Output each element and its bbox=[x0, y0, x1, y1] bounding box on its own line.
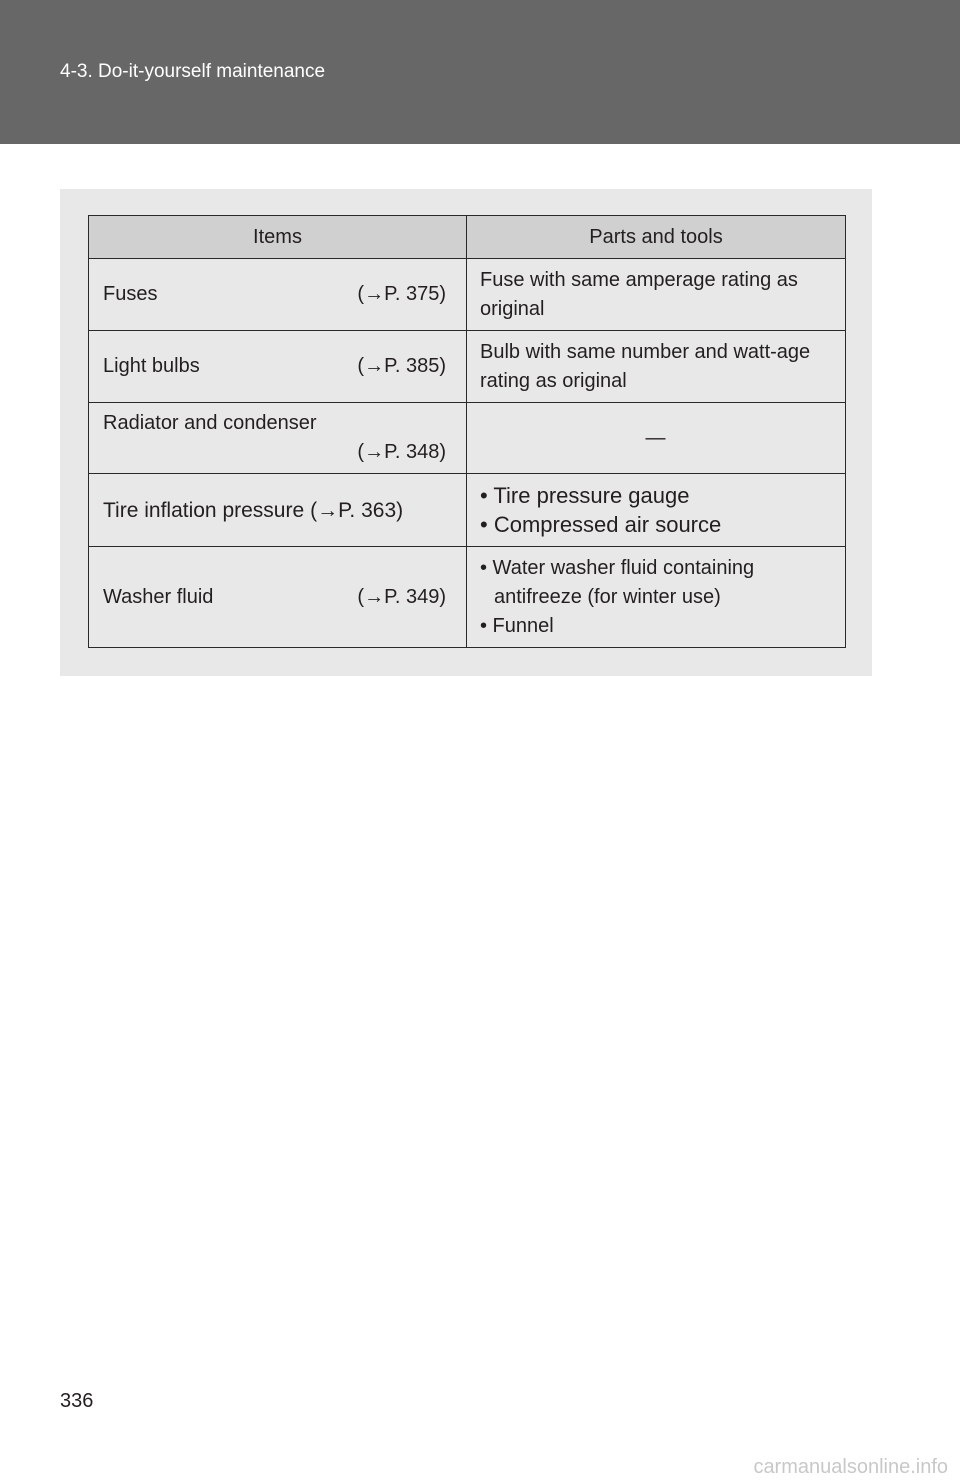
table-header-row bbox=[89, 216, 846, 259]
column-header-parts: Parts and tools bbox=[467, 216, 846, 259]
parts-text: Fuse with same amperage rating as original bbox=[480, 268, 798, 320]
item-cell bbox=[89, 547, 467, 648]
item-name: Fuses bbox=[103, 283, 158, 305]
table-row bbox=[89, 474, 846, 547]
table-row bbox=[89, 259, 846, 331]
parts-cell bbox=[467, 403, 846, 474]
table-row bbox=[89, 403, 846, 474]
item-cell bbox=[89, 403, 467, 474]
item-cell bbox=[89, 474, 467, 547]
item-name: Tire inflation pressure bbox=[103, 498, 305, 522]
parts-table bbox=[88, 215, 846, 648]
parts-text: Bulb with same number and watt-age rating as original bbox=[480, 340, 811, 392]
parts-bullet: • Water washer fluid containing antifreeze (for winter use) bbox=[480, 556, 755, 608]
parts-cell bbox=[467, 259, 846, 331]
table-row bbox=[89, 331, 846, 403]
page-reference: (→P. 375) bbox=[357, 283, 446, 305]
item-name: Light bulbs bbox=[103, 355, 200, 377]
parts-bullet: • Tire pressure gauge bbox=[480, 483, 690, 508]
parts-cell bbox=[467, 547, 846, 648]
page-reference: (→P. 349) bbox=[357, 585, 446, 608]
item-name: Radiator and condenser bbox=[103, 412, 317, 434]
item-cell bbox=[89, 259, 467, 331]
section-title: 4-3. Do-it-yourself maintenance bbox=[60, 61, 326, 82]
parts-bullet: • Funnel bbox=[480, 614, 554, 637]
parts-bullet: • Compressed air source bbox=[480, 512, 722, 537]
watermark: carmanualsonline.info bbox=[753, 1456, 948, 1478]
page-number: 336 bbox=[60, 1390, 94, 1412]
item-name: Washer fluid bbox=[103, 585, 214, 608]
page-reference: (→P. 363) bbox=[310, 498, 404, 522]
column-header-items: Items bbox=[89, 216, 467, 259]
table-row bbox=[89, 547, 846, 648]
parts-dash: — bbox=[645, 426, 666, 449]
parts-cell bbox=[467, 474, 846, 547]
page-reference: (→P. 385) bbox=[357, 355, 446, 377]
page-reference: (→P. 348) bbox=[357, 441, 446, 463]
item-cell bbox=[89, 331, 467, 403]
parts-cell bbox=[467, 331, 846, 403]
